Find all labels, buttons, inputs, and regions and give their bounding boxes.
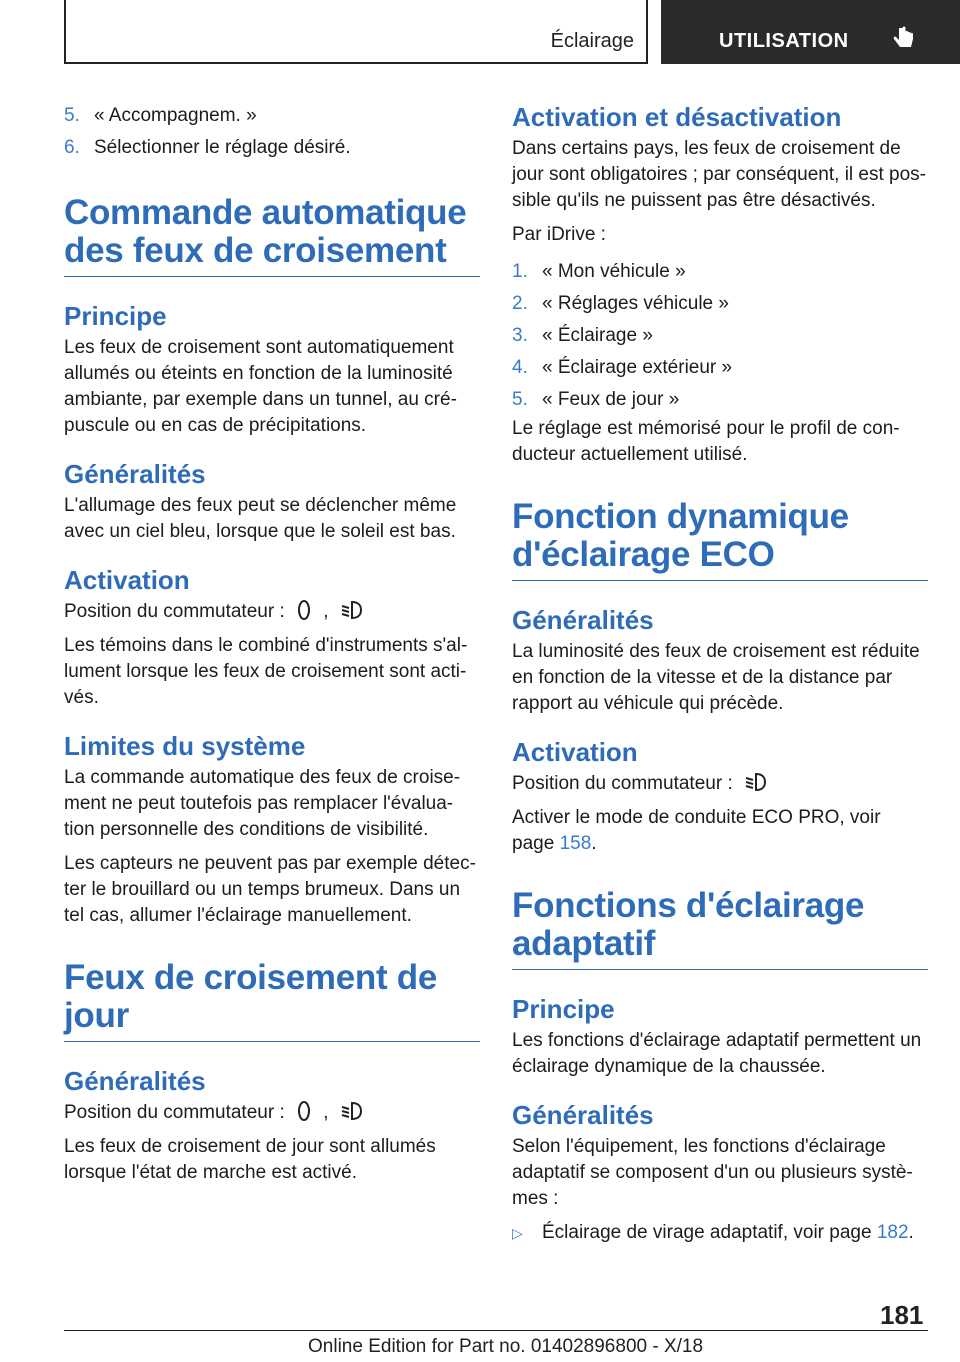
- heading-line: d'éclairage ECO: [512, 535, 775, 574]
- step-number: 5.: [64, 105, 80, 126]
- text-line: Le réglage est mémorisé pour le profil de con‐: [512, 418, 900, 439]
- text-line: en fonction de la vitesse et de la distance par: [512, 667, 893, 688]
- eco-activation-paragraph: Activer le mode de conduite ECO PRO, voir page 158.: [512, 807, 881, 854]
- text-line: La commande automatique des feux de croise‐: [64, 767, 461, 788]
- heading-generalites: Généralités: [64, 459, 206, 489]
- heading-principe: Principe: [64, 301, 167, 331]
- text-line: Position du commutateur :: [64, 601, 285, 622]
- text-line: vés.: [64, 687, 99, 708]
- switch-position-line: Position du commutateur : ,: [64, 599, 480, 625]
- text-line: Dans certains pays, les feux de croisement de: [512, 138, 901, 159]
- hand-pointer-icon: [893, 26, 915, 52]
- limites-paragraph-2: [64, 851, 480, 929]
- step-number: 4.: [512, 357, 528, 378]
- heading-line: des feux de croisement: [64, 231, 447, 270]
- text-line: tion personnelle des conditions de visibilité.: [64, 819, 429, 840]
- step-text: « Accompagnem. »: [94, 105, 257, 126]
- low-beam-icon: [744, 771, 768, 793]
- text-line: Position du commutateur :: [512, 773, 733, 794]
- activation-paragraph: [64, 633, 480, 711]
- heading-activation-desactivation: Activation et désactivation: [512, 102, 842, 132]
- eco-generalites-paragraph: [512, 639, 928, 717]
- text-line: ter le brouillard ou un temps brumeux. Dans un: [64, 879, 461, 900]
- chapter-tab: [661, 0, 960, 64]
- text-line: allumés ou éteints en fonction de la luminosité: [64, 363, 453, 384]
- step-text: Sélectionner le réglage désiré.: [94, 137, 351, 158]
- chapter-title: UTILISATION: [719, 30, 849, 52]
- list-item: [512, 256, 928, 288]
- text-line: ambiante, par exemple dans un tunnel, au cré‐: [64, 389, 457, 410]
- text-line: Activer le mode de conduite ECO PRO, voir: [512, 807, 881, 828]
- heading-adapt-principe: Principe: [512, 994, 615, 1024]
- auto-light-switch-icon: [296, 1100, 312, 1122]
- heading-limites: Limites du système: [64, 731, 306, 761]
- text-line: Position du commutateur :: [64, 1102, 285, 1123]
- step-text: « Mon véhicule »: [542, 261, 686, 282]
- heading-line: Commande automatique: [64, 193, 467, 232]
- text-line: éclairage dynamique de la chaussée.: [512, 1056, 826, 1077]
- list-item: [512, 352, 928, 384]
- text-line: mes :: [512, 1188, 559, 1209]
- activation-desactivation-paragraph: [512, 136, 928, 214]
- step-number: 3.: [512, 325, 528, 346]
- step-text: « Éclairage »: [542, 325, 653, 346]
- heading-eco-generalites: Généralités: [512, 605, 654, 635]
- text-line: Les feux de croisement sont automatiquement: [64, 337, 454, 358]
- low-beam-icon: [340, 599, 364, 621]
- left-column: [64, 100, 480, 1194]
- header-section-box: [64, 0, 648, 64]
- heading-line: adaptatif: [512, 924, 656, 963]
- footer-edition: Online Edition for Part no. 01402896800 - X/18: [308, 1336, 704, 1357]
- adapt-principe-paragraph: [512, 1028, 928, 1080]
- text-line: tel cas, allumer l'éclairage manuellement.: [64, 905, 412, 926]
- text-line: avec un ciel bleu, lorsque que le soleil est bas.: [64, 521, 456, 542]
- text-line: Selon l'équipement, les fonctions d'éclairage: [512, 1136, 886, 1157]
- text-line: sible qu'ils ne puissent pas être désactivés.: [512, 190, 876, 211]
- text-line: jour sont obligatoires ; par conséquent, il est pos‐: [512, 164, 927, 185]
- text-line: lorsque l'état de marche est activé.: [64, 1162, 357, 1183]
- right-column: [512, 100, 928, 1246]
- text-line: L'allumage des feux peut se déclencher même: [64, 495, 457, 516]
- step-text: « Feux de jour »: [542, 389, 680, 410]
- page-number: 181: [880, 1300, 924, 1330]
- text-line: La luminosité des feux de croisement est réduite: [512, 641, 920, 662]
- list-item: [512, 320, 928, 352]
- heading-activation: Activation: [64, 565, 190, 595]
- bullet-item: ▷ Éclairage de virage adaptatif, voir page 182.: [512, 1220, 928, 1246]
- section-title: Éclairage: [550, 30, 634, 52]
- heading-line: Fonctions d'éclairage: [512, 886, 865, 925]
- generalites-paragraph: [64, 493, 480, 545]
- step-number: 6.: [64, 137, 80, 158]
- limites-paragraph-1: [64, 765, 480, 843]
- page-link-158[interactable]: 158: [559, 833, 592, 854]
- text-line: Les capteurs ne peuvent pas par exemple détec‐: [64, 853, 476, 874]
- par-idrive: Par iDrive :: [512, 224, 606, 245]
- text-line: ducteur actuellement utilisé.: [512, 444, 748, 465]
- bullet-text: Éclairage de virage adaptatif, voir page: [542, 1222, 872, 1243]
- triangle-bullet-icon: ▷: [512, 1225, 523, 1241]
- step-text: « Éclairage extérieur »: [542, 357, 733, 378]
- text-line: Les fonctions d'éclairage adaptatif permettent un: [512, 1030, 922, 1051]
- text-line: adaptatif se composent d'un ou plusieurs systè‐: [512, 1162, 913, 1183]
- text-line: puscule ou en cas de précipitations.: [64, 415, 367, 436]
- switch-position-line: Position du commutateur : ,: [64, 1100, 480, 1126]
- list-item: [64, 100, 480, 132]
- heading-feux-de-jour: Feux de croisement de jour: [64, 959, 480, 1042]
- heading-jour-generalites: Généralités: [64, 1066, 206, 1096]
- list-item: [512, 384, 928, 416]
- text-line: rapport au véhicule qui précède.: [512, 693, 784, 714]
- heading-line: Fonction dynamique: [512, 497, 849, 536]
- text-line: Les témoins dans le combiné d'instruments s'al‐: [64, 635, 468, 656]
- text-line: Les feux de croisement de jour sont allumés: [64, 1136, 436, 1157]
- step-text: « Réglages véhicule »: [542, 293, 729, 314]
- memo-paragraph: [512, 416, 928, 468]
- list-item: [64, 132, 480, 164]
- jour-paragraph: [64, 1134, 480, 1186]
- heading-eclairage-adaptatif: [512, 887, 928, 970]
- low-beam-icon: [340, 1100, 364, 1122]
- heading-fonction-eco: [512, 498, 928, 581]
- principe-paragraph: [64, 335, 480, 439]
- heading-eco-activation: Activation: [512, 737, 638, 767]
- adapt-generalites-paragraph: [512, 1134, 928, 1212]
- step-number: 1.: [512, 261, 528, 282]
- step-number: 5.: [512, 389, 528, 410]
- list-item: [512, 288, 928, 320]
- heading-adapt-generalites: Généralités: [512, 1100, 654, 1130]
- page-link-182[interactable]: 182: [876, 1222, 909, 1243]
- text-line: lument lorsque les feux de croisement sont acti‐: [64, 661, 467, 682]
- heading-commande-automatique: [64, 194, 480, 277]
- text-line: ment ne peut toutefois pas remplacer l'évalua‐: [64, 793, 454, 814]
- auto-light-switch-icon: [296, 599, 312, 621]
- switch-position-line: [512, 771, 928, 797]
- footer-divider: [64, 1330, 928, 1331]
- step-number: 2.: [512, 293, 528, 314]
- text-line: page: [512, 833, 555, 854]
